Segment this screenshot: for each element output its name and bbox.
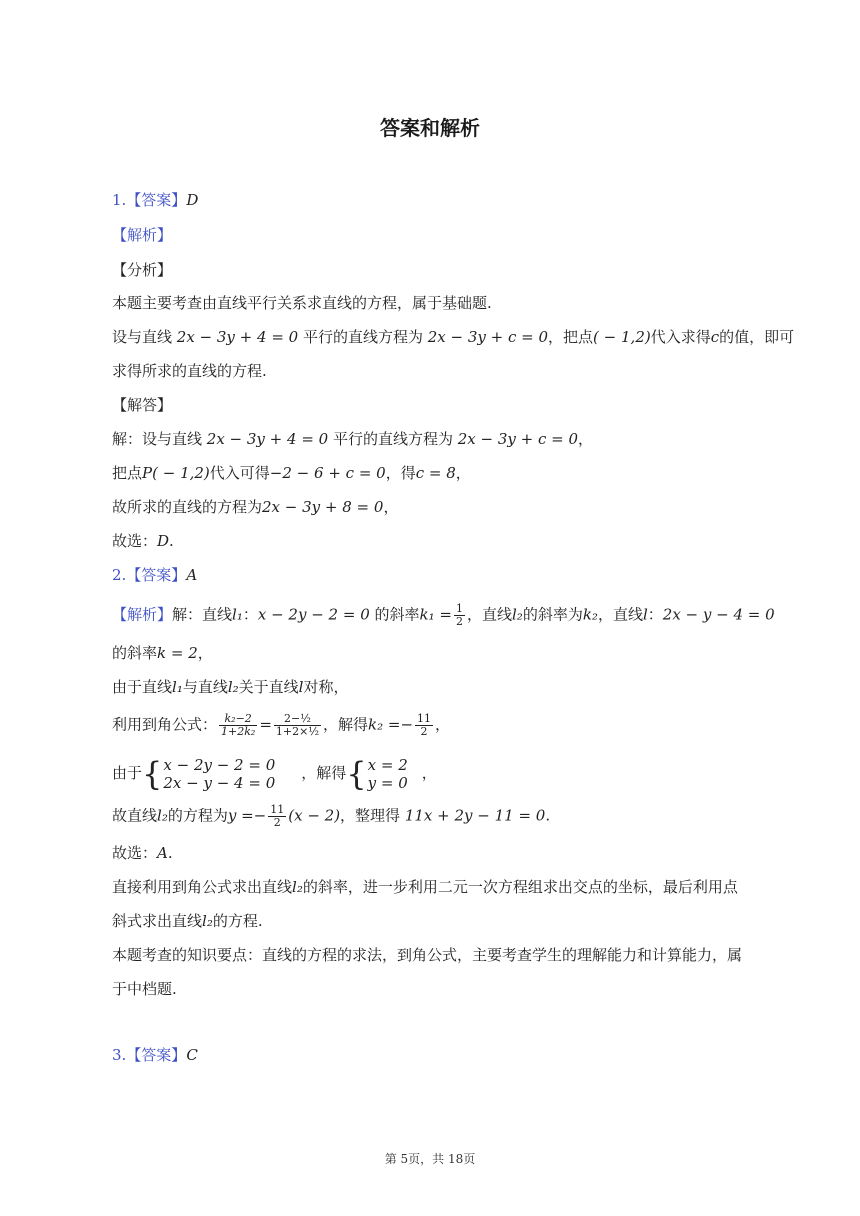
q2-choice-line: 故选：A.: [112, 844, 173, 862]
q1-answer-value: D: [186, 191, 199, 209]
q2-text-line: 故直线l₂的方程为y =− $\frac{11}{2}$ (x − 2)，整理得 11x + 2y − 11 = 0.: [112, 803, 551, 829]
page-footer: 第 5页，共 18页: [384, 1152, 476, 1166]
q1-fenxi-heading: 【分析】: [112, 261, 173, 279]
page-title: 答案和解析: [380, 116, 480, 140]
q2-text-line: 于中档题.: [112, 980, 177, 998]
q2-text-line: 斜式求出直线l₂的方程.: [112, 912, 263, 930]
q3-answer-value: C: [186, 1046, 198, 1064]
q2-text-line: 的斜率k = 2，: [112, 644, 213, 662]
q3-answer-label: 3.【答案】: [112, 1046, 187, 1064]
q1-text-line: 解：设与直线 2x − 3y + 4 = 0 平行的直线方程为 2x − 3y + c = 0，: [112, 430, 594, 448]
q2-answer-line: [112, 565, 197, 585]
q2-text-line: 直接利用到角公式求出直线l₂的斜率，进一步利用二元一次方程组求出交点的坐标，最后利用点: [112, 878, 738, 896]
q2-answer-value: A: [186, 566, 198, 584]
q1-text-line: 设与直线 2x − 3y + 4 = 0 平行的直线方程为 2x − 3y + c = 0，把点( − 1,2)代入求得c的值，即可: [112, 328, 795, 346]
q1-answer-label: 1.【答案】: [112, 191, 187, 209]
q1-answer-line: [112, 190, 198, 210]
q2-text-line: 利用到角公式： $\frac{\text{k₂−2}}{\text{1+2k₂}}$ = $\frac{\text{2−½}}{\text{1+2×½}}$ ，解得k₂ =− $\frac{11}{2}$ ，: [112, 712, 451, 738]
q1-jieda-heading: 【解答】: [112, 396, 173, 414]
q1-choice-line: 故选：D.: [112, 532, 174, 550]
q2-text-line: 本题考查的知识要点：直线的方程的求法，到角公式，主要考查学生的理解能力和计算能力，属: [112, 946, 743, 964]
q3-answer-line: [112, 1045, 198, 1065]
q2-text-line: 由于直线l₁与直线l₂关于直线l对称，: [112, 678, 349, 696]
q2-system-line: 由于{ x − 2y − 2 = 0 2x − y − 4 = 0 ，解得{ x = 2 y = 0 ，: [112, 755, 437, 793]
q1-text-line: 本题主要考查由直线平行关系求直线的方程，属于基础题.: [112, 294, 492, 312]
q2-answer-label: 2.【答案】: [112, 566, 187, 584]
q2-text-line: 【解析】解：直线l₁：x − 2y − 2 = 0 的斜率k₁ = $\frac{1}{2}$ ，直线l₂的斜率为k₂，直线l：2x − y − 4 = 0: [112, 602, 775, 628]
q1-jiexi-heading: 【解析】: [112, 226, 173, 244]
q1-text-line: 把点P( − 1,2)代入可得−2 − 6 + c = 0，得c = 8，: [112, 464, 471, 482]
q1-text-line: 求得所求的直线的方程.: [112, 362, 267, 380]
q1-text-line: 故所求的直线的方程为2x − 3y + 8 = 0，: [112, 498, 399, 516]
